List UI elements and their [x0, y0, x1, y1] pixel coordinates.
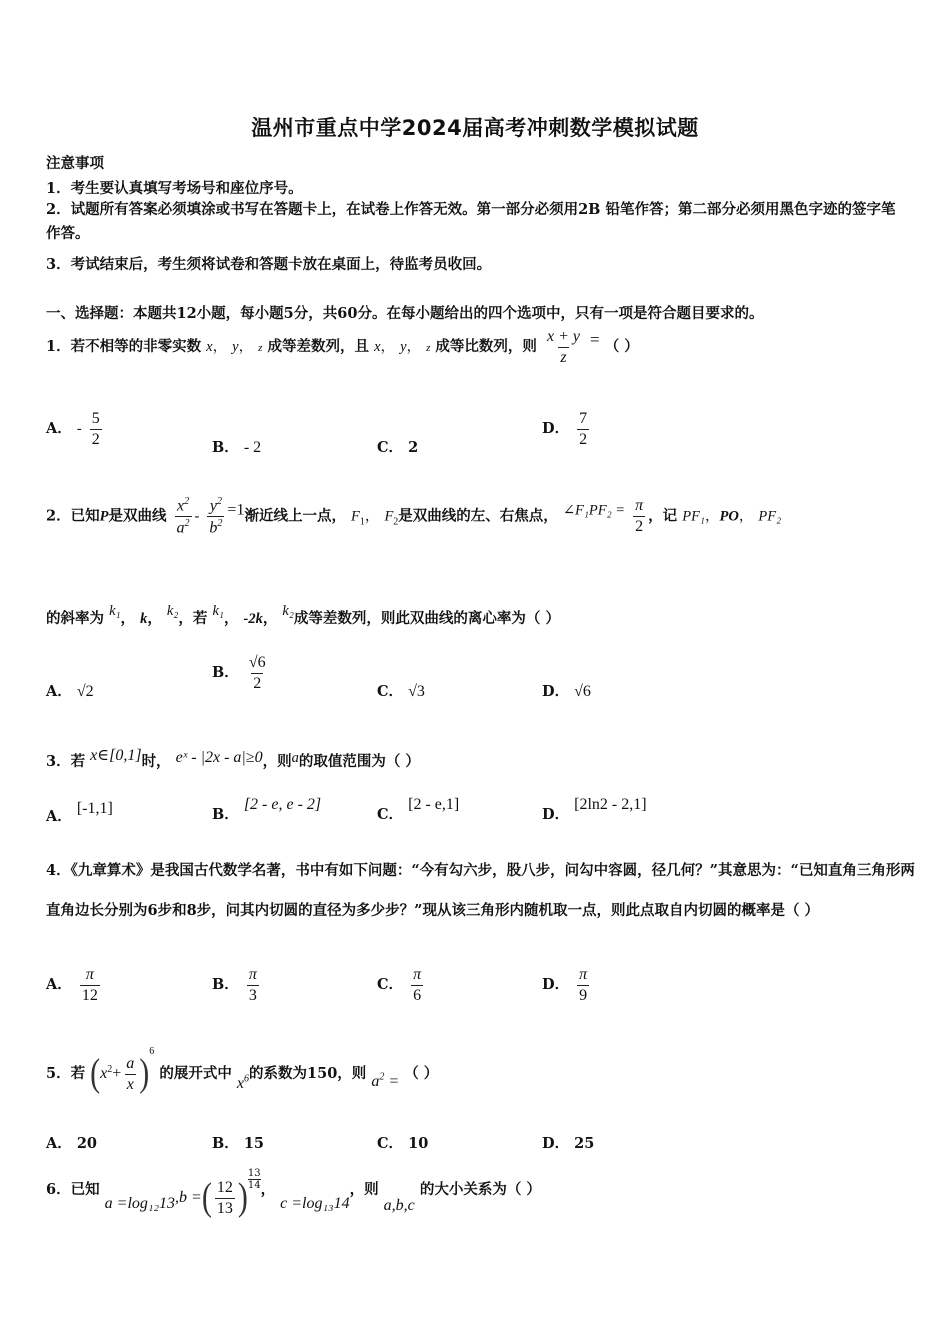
frac-den: 2 — [579, 430, 588, 448]
q1-option-a[interactable] — [46, 410, 105, 448]
q1-fraction — [545, 328, 582, 366]
q2-option-c[interactable] — [377, 680, 425, 701]
option-value: [2 - e, e - 2] — [243, 796, 322, 813]
frac-num: π — [413, 966, 422, 983]
option-value: 25 — [574, 1135, 595, 1152]
q2-neg2k: -2k — [243, 611, 263, 627]
option-fraction — [80, 966, 100, 1004]
q6-stem-c: 的大小关系为（ ） — [419, 1181, 541, 1198]
question-5: 5．若 ($x^2+$ $\frac{a}{x}$ )$^6$ 的展开式中 $x^6$的系数为150，则 $a^2$ = （ ） — [46, 1046, 439, 1095]
q3-a: a — [291, 750, 299, 766]
q1-sep: ， — [406, 339, 421, 356]
q5-option-c[interactable] — [377, 1132, 428, 1153]
q3-stem-d: 的取值范围为（ ） — [298, 753, 420, 770]
q2-pf2: PF₂ — [758, 508, 782, 525]
q5-stem-c: 的系数为150，则 — [249, 1065, 367, 1082]
q1-sep: ， — [380, 339, 395, 356]
q5-stem-a: 5．若 — [46, 1065, 86, 1082]
q3-stem-b: 时， — [141, 753, 171, 770]
q2-k2: k₂ — [166, 603, 179, 619]
q5-a2-base: a — [371, 1073, 380, 1090]
option-value: [2ln2 - 2,1] — [574, 796, 647, 813]
q6-left-paren: ( — [201, 1175, 212, 1219]
frac-den: 3 — [248, 986, 257, 1004]
hyp-rhs: =1 — [227, 501, 245, 519]
q2-option-a[interactable] — [46, 680, 94, 701]
q6-b-fraction — [215, 1179, 235, 1217]
q5-x: x — [100, 1065, 108, 1082]
option-fraction — [247, 654, 268, 692]
q3-option-d[interactable] — [542, 796, 647, 824]
q5-stem-b: 的展开式中 — [159, 1065, 232, 1082]
hyp-minus: - — [194, 508, 200, 525]
q2-po: PO — [719, 508, 739, 525]
frac-num: π — [248, 966, 257, 983]
sq: 2 — [184, 496, 190, 507]
q1-option-d[interactable] — [542, 410, 592, 448]
frac-num: 7 — [579, 410, 588, 427]
option-fraction — [90, 410, 102, 448]
q5-option-d[interactable] — [542, 1132, 594, 1153]
question-1 — [46, 328, 639, 366]
q1-option-c[interactable] — [377, 436, 418, 457]
option-label: A． — [46, 808, 72, 825]
q1-equals: = — [590, 330, 600, 350]
option-value: √3 — [408, 683, 425, 700]
option-label: B． — [212, 976, 239, 994]
q1-z: z — [258, 342, 263, 355]
q5-right-paren: ) — [139, 1051, 150, 1095]
q1-option-b[interactable] — [212, 436, 261, 457]
q1-z2: z — [426, 342, 431, 355]
option-value: 2 — [408, 439, 419, 456]
q2-angle: ∠F₁PF₂ = — [562, 502, 626, 519]
page-title: 温州市重点中学2024届高考冲刺数学模拟试题 — [251, 116, 699, 140]
option-value: 10 — [408, 1135, 429, 1152]
q6-right-paren: ) — [237, 1175, 248, 1219]
q1-sep: ， — [238, 339, 254, 356]
option-value: 20 — [76, 1135, 98, 1152]
option-value: [2 - e,1] — [408, 796, 460, 813]
q2-p: P — [99, 508, 109, 525]
question-2: 2．已知P是双曲线 $\frac{x^2}{a^2}$ - $\frac{y^2}{b^2}$ =1渐近线上一点， $F_1$， $F_2$是双曲线的左、右焦点， ∠F₁PF₂ = $\frac{\pi}{2}$ ，记 PF₁，PO， PF₂ — [46, 496, 782, 537]
option-label: D． — [542, 976, 570, 994]
q2-option-b[interactable] — [212, 654, 271, 692]
q2-pf1: PF₁ — [682, 508, 705, 525]
frac-num: 12 — [216, 1178, 233, 1196]
option-value: - 2 — [243, 439, 262, 456]
q4-option-d[interactable] — [542, 966, 592, 1004]
q2-hyp-term2 — [207, 496, 224, 537]
option-label: A． — [46, 420, 72, 438]
q2-stem-h: 成等差数列，则此双曲线的离心率为（ ） — [293, 610, 560, 627]
hyp-n1: x — [176, 497, 185, 515]
q1-y2: y — [400, 339, 407, 356]
q6-b-exp — [248, 1168, 261, 1191]
q3-stem-c: ，则 — [262, 753, 292, 770]
q1-stem-c: 成等比数列，则 — [435, 338, 537, 356]
option-label: A． — [46, 1135, 72, 1152]
q4-option-a[interactable] — [46, 966, 103, 1004]
frac-den: 13 — [216, 1199, 233, 1217]
hyp-n2: y — [209, 497, 217, 515]
q5-exp: 6 — [149, 1046, 155, 1057]
q1-stem-b: 成等差数列，且 — [267, 338, 369, 356]
frac-den: 9 — [579, 986, 588, 1004]
q5-sq: 2 — [379, 1071, 385, 1083]
q5-a2 — [371, 1073, 399, 1090]
question-2-cont: 的斜率为 k₁， k， k₂，若 k₁， -2k， k₂成等差数列，则此双曲线的离心率为（ ） — [46, 603, 560, 627]
option-label: D． — [542, 420, 570, 438]
q2-f2: F — [384, 508, 394, 525]
frac-num: π — [579, 966, 588, 983]
q6-a-expr: a =log₁₂13 — [104, 1195, 176, 1212]
option-label: D． — [542, 806, 570, 823]
q5-x6-base: x — [236, 1075, 245, 1092]
notice-item-2: 2．试题所有答案必须填涂或书写在答题卡上，在试卷上作答无效。第一部分必须用2B 铅笔作答；第二部分必须用黑色字迹的签字笔作答。 — [46, 201, 896, 242]
hyp-d1: a — [176, 519, 185, 537]
frac-num: π — [85, 966, 94, 983]
q2-f1: F — [351, 508, 360, 525]
notice-heading: 注意事项 — [46, 155, 104, 172]
frac-num: a — [126, 1054, 135, 1072]
notice-item-1: 1．考生要认真填写考场号和座位序号。 — [46, 180, 303, 197]
option-label: B． — [212, 439, 239, 456]
sq: 2 — [216, 496, 222, 507]
q2-k2b: k₂ — [282, 603, 294, 619]
option-label: C． — [377, 806, 404, 823]
q1-frac-num: x + y — [546, 328, 580, 345]
exp-num: 13 — [247, 1168, 261, 1179]
q3-stem-a: 3．若 — [46, 753, 86, 770]
option-sign: - — [76, 421, 82, 438]
frac-num: 5 — [91, 410, 100, 427]
q5-option-a[interactable] — [46, 1132, 97, 1153]
q2-stem-c: 渐近线上一点， — [244, 507, 346, 525]
option-label: A． — [46, 976, 72, 994]
q6-stem-b: ，则 — [349, 1181, 379, 1198]
q4-option-c[interactable] — [377, 966, 426, 1004]
q4-option-b[interactable] — [212, 966, 262, 1004]
section-heading: 一、选择题：本题共12小题，每小题5分，共60分。在每小题给出的四个选项中，只有一项是符合题目要求的。 — [46, 305, 764, 322]
q5-x6: $x^6$ — [236, 1073, 250, 1092]
q5-left-paren: ( — [90, 1051, 101, 1095]
option-value: √6 — [574, 683, 591, 700]
frac-den: 2 — [253, 674, 262, 692]
q2-stem-b: 是双曲线 — [108, 507, 167, 525]
option-value: 15 — [243, 1135, 265, 1152]
q6-b-pre: ,b = — [175, 1189, 202, 1206]
q5-eq: = — [388, 1073, 400, 1090]
q1-paren: （ ） — [604, 338, 639, 356]
option-label: D． — [542, 683, 570, 700]
frac-den: 6 — [413, 986, 422, 1004]
frac-den: 2 — [91, 430, 100, 448]
q1-stem-a: 1．若不相等的非零实数 — [46, 338, 202, 356]
option-label: C． — [377, 683, 404, 700]
q3-cond: x∈[0,1] — [90, 747, 142, 764]
option-fraction — [411, 966, 423, 1004]
q1-frac-den: z — [560, 348, 567, 366]
question-3 — [46, 745, 420, 771]
q5-paren: （ ） — [404, 1065, 439, 1082]
option-value: [-1,1] — [76, 800, 113, 817]
q1-y: y — [232, 339, 239, 356]
q2-stem-e: ，记 — [648, 507, 678, 525]
q6-comma: ， — [260, 1181, 276, 1198]
option-fraction — [577, 966, 589, 1004]
notice-item-3: 3．考试结束后，考生须将试卷和答题卡放在桌面上，待监考员收回。 — [46, 256, 492, 273]
option-label: C． — [377, 439, 404, 456]
option-fraction — [577, 410, 589, 448]
frac-num: π — [635, 497, 644, 515]
option-label: D． — [542, 1135, 570, 1152]
option-label: A． — [46, 683, 72, 700]
option-label: B． — [212, 664, 239, 682]
option-label: B． — [212, 806, 239, 823]
q2-stem-g: ，若 — [178, 610, 208, 627]
q5-fraction — [124, 1055, 136, 1093]
q6-abc: a,b,c — [383, 1197, 415, 1214]
option-fraction — [247, 966, 259, 1004]
q1-x2: x — [374, 339, 381, 356]
frac-den: 12 — [81, 986, 98, 1004]
q5-plus: + — [112, 1065, 122, 1082]
q2-angle-frac — [633, 497, 645, 535]
sq: 2 — [217, 517, 223, 529]
q1-sep: ， — [212, 339, 228, 356]
option-label: B． — [212, 1135, 239, 1152]
q2-k1b: k₁ — [212, 603, 224, 619]
question-4: 4．《九章算术》是我国古代数学名著，书中有如下问题：“今有勾六步，股八步，问勾中容圆，径几何？”其意思为：“已知直角三角形两直角边长分别为6步和8步，问其内切圆的直径为多少步？”现从该三角形内随机取一点，则此点取自内切圆的概率是（ ） — [46, 862, 915, 919]
frac-num: √6 — [248, 654, 266, 671]
q2-k: k — [140, 611, 148, 627]
frac-den: 2 — [635, 517, 644, 535]
q2-k1: k₁ — [109, 603, 121, 619]
q2-stem-a: 2．已知 — [46, 507, 100, 525]
q6-c-expr: c =log₁₃14 — [280, 1195, 350, 1212]
q3-option-a[interactable] — [46, 800, 113, 826]
q3-option-c[interactable] — [377, 796, 459, 824]
hyp-d2: b — [209, 519, 218, 537]
option-label: C． — [377, 1135, 404, 1152]
q2-option-d[interactable] — [542, 680, 591, 701]
q2-hyp-term1 — [175, 496, 192, 537]
q5-option-b[interactable] — [212, 1132, 264, 1153]
q2-stem-f: 的斜率为 — [46, 610, 104, 627]
q6-stem-a: 6．已知 — [46, 1181, 100, 1198]
option-label: C． — [377, 976, 404, 994]
option-value: √2 — [76, 683, 94, 700]
exp-den: 14 — [247, 1180, 261, 1191]
q1-x: x — [206, 339, 213, 356]
sq: 2 — [184, 517, 190, 529]
q2-stem-d: 是双曲线的左、右焦点， — [398, 507, 558, 525]
frac-den: x — [126, 1075, 134, 1093]
q3-ineq: eˣ - |2x - a|≥0 — [175, 749, 263, 766]
q3-option-b[interactable] — [212, 796, 321, 824]
question-6 — [46, 1168, 541, 1217]
